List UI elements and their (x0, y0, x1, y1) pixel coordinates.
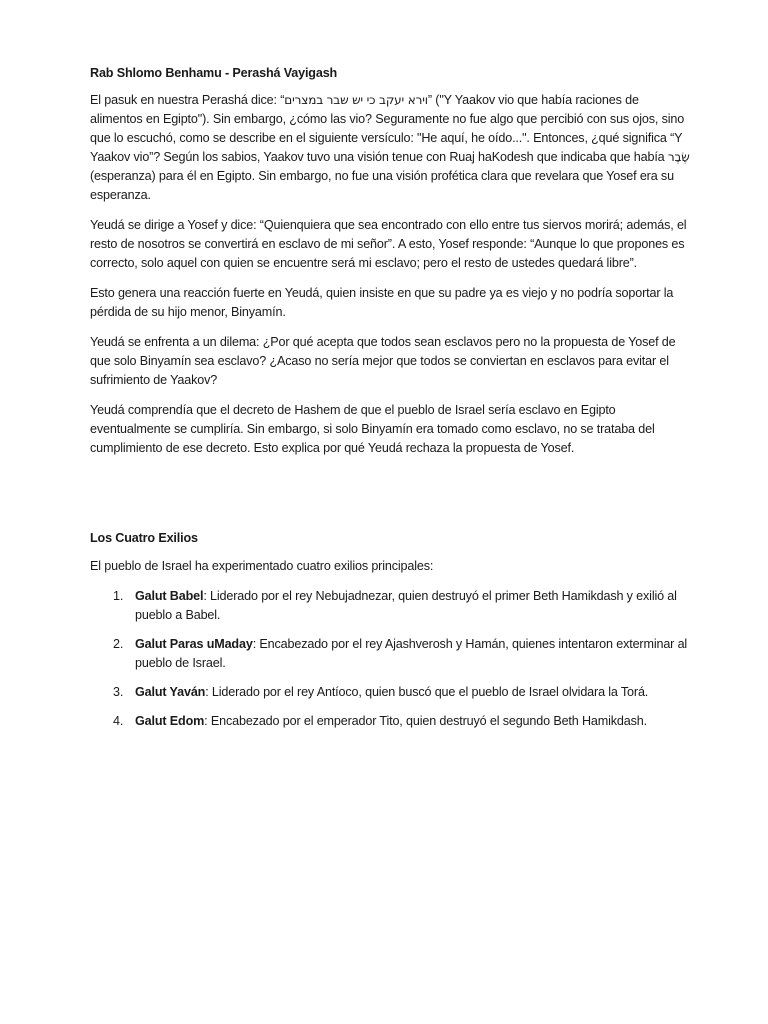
paragraph-text: El pasuk en nuestra Perashá dice: “ (90, 93, 285, 107)
hebrew-quote: וירא יעקב כי יש שבר במצרים (284, 93, 428, 107)
list-item (90, 712, 690, 731)
document-title: Rab Shlomo Benhamu - Perashá Vayigash (90, 66, 338, 80)
document-page (90, 64, 690, 741)
paragraph-text: ” ("Y Yaakov vio que había raciones de alimentos en Egipto"). Sin embargo, ¿cómo las vio? Seguramente no fue algo que percibió con sus ojos, sino que lo escuchó, como se describe en el siguiente versículo: "He aquí, he oído...". Entonces, ¿qué significa “Y Yaakov vio”? Según los sabios, Yaakov tuvo una visión tenue con Ruaj haKodesh que indicaba que había (90, 93, 685, 164)
exile-name: Galut Paras uMaday (135, 637, 253, 651)
paragraph-text: (esperanza) para él en Egipto. Sin embargo, no fue una visión profética clara que revelara que Yosef era su esperanza. (90, 169, 674, 202)
exile-name: Galut Edom (135, 714, 205, 728)
list-item (90, 683, 690, 702)
hebrew-word: שֶׂבֶר (667, 150, 690, 164)
section-spacer (90, 469, 690, 529)
section-intro: El pueblo de Israel ha experimentado cuatro exilios principales: (90, 559, 434, 573)
exile-description: : Liderado por el rey Antíoco, quien buscó que el pueblo de Israel olvidara la Torá. (205, 685, 649, 699)
exile-description: : Encabezado por el rey Ajashverosh y Hamán, quienes intentaron exterminar al pueblo de Israel. (135, 637, 688, 670)
list-number: 2. (113, 637, 124, 651)
section-title: Los Cuatro Exilios (90, 531, 198, 545)
paragraph-dilemma: Yeudá se enfrenta a un dilema: ¿Por qué acepta que todos sean esclavos pero no la propuesta de Yosef de que solo Binyamín sea esclavo? ¿Acaso no sería mejor que todos se conviertan en esclavos para evitar el sufrimiento de Yaakov? (90, 335, 676, 387)
exile-name: Galut Babel (135, 589, 204, 603)
list-number: 4. (113, 714, 124, 728)
exile-description: : Liderado por el rey Nebujadnezar, quien destruyó el primer Beth Hamikdash y exilió al pueblo a Babel. (135, 589, 677, 622)
list-item (90, 635, 690, 673)
list-number: 3. (113, 685, 124, 699)
paragraph-yeuda-yosef: Yeudá se dirige a Yosef y dice: “Quienquiera que sea encontrado con ello entre tus siervos morirá; además, el resto de nosotros se convertirá en esclavo de mi señor”. A esto, Yosef responde: “Aunque lo que propones es correcto, solo aquel con quien se encuentre será mi esclavo; pero el resto de ustedes quedará libre”. (90, 218, 687, 270)
paragraph-decree: Yeudá comprendía que el decreto de Hashem de que el pueblo de Israel sería esclavo en Egipto eventualmente se cumpliría. Sin embargo, si solo Binyamín era tomado como esclavo, no se trataba del cumplimiento de ese decreto. Esto explica por qué Yeudá rechaza la propuesta de Yosef. (90, 403, 655, 455)
paragraph-pasuk (90, 91, 690, 205)
exile-name: Galut Yaván (135, 685, 206, 699)
list-number: 1. (113, 589, 124, 603)
list-item (90, 587, 690, 625)
exile-description: : Encabezado por el emperador Tito, quien destruyó el segundo Beth Hamikdash. (204, 714, 647, 728)
exile-list (90, 587, 690, 731)
paragraph-reaction: Esto genera una reacción fuerte en Yeudá, quien insiste en que su padre ya es viejo y no podría soportar la pérdida de su hijo menor, Binyamín. (90, 286, 674, 319)
